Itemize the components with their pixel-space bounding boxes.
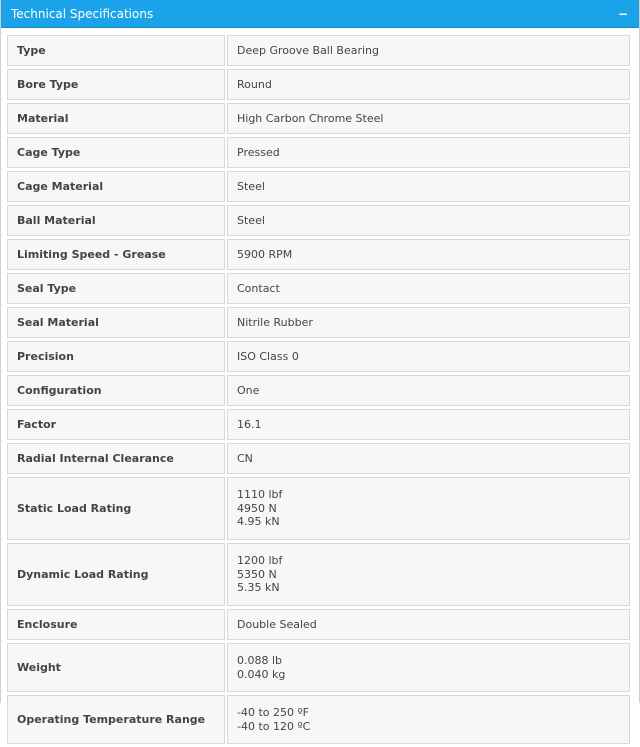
spec-row [7,103,630,134]
spec-value-line: One [237,383,260,397]
spec-row [7,137,630,168]
spec-value [227,205,630,236]
spec-label: Precision [7,341,225,372]
spec-value-line: Pressed [237,145,280,159]
spec-value [227,609,630,640]
spec-value-line: 1110 lbf [237,488,283,502]
spec-row [7,443,630,474]
spec-row [7,239,630,270]
spec-value-line: 4.95 kN [237,515,280,529]
panel-header[interactable] [1,0,639,28]
panel-title: Technical Specifications [11,6,154,21]
spec-label: Seal Material [7,307,225,338]
spec-value [227,103,630,134]
spec-value [227,307,630,338]
spec-value [227,543,630,606]
spec-value-line: 4950 N [237,501,277,515]
spec-value-line: 5900 RPM [237,247,293,261]
spec-value-line: 1200 lbf [237,554,283,568]
spec-value-line: 5.35 kN [237,581,280,595]
spec-value-line: Round [237,77,272,91]
spec-value-line: ISO Class 0 [237,349,299,363]
spec-row [7,171,630,202]
spec-row [7,409,630,440]
spec-value [227,69,630,100]
spec-value-line: 5350 N [237,567,277,581]
spec-value [227,375,630,406]
spec-label: Radial Internal Clearance [7,443,225,474]
spec-label: Dynamic Load Rating [7,543,225,606]
spec-value [227,409,630,440]
spec-value-line: -40 to 250 ºF [237,706,310,719]
collapse-icon[interactable]: − [617,6,629,21]
spec-label: Limiting Speed - Grease [7,239,225,270]
spec-value-line: Nitrile Rubber [237,315,313,329]
spec-value-line: Deep Groove Ball Bearing [237,43,380,57]
spec-value [227,239,630,270]
spec-value-line: 16.1 [237,417,262,431]
spec-row [7,307,630,338]
spec-value [227,137,630,168]
spec-label: Bore Type [7,69,225,100]
spec-value-line: Double Sealed [237,617,317,631]
spec-row [7,69,630,100]
spec-row [7,643,630,692]
spec-row [7,695,630,744]
spec-label: Weight [7,643,225,692]
spec-value-line: -40 to 120 ºC [237,719,311,733]
spec-value [227,273,630,304]
spec-value-line: High Carbon Chrome Steel [237,111,384,125]
spec-row [7,35,630,66]
spec-value-line: Contact [237,281,280,295]
spec-label: Material [7,103,225,134]
spec-value [227,171,630,202]
spec-label: Ball Material [7,205,225,236]
spec-row [7,543,630,606]
spec-row [7,205,630,236]
spec-value-line: 0.040 kg [237,667,286,681]
spec-label: Type [7,35,225,66]
spec-label: Configuration [7,375,225,406]
spec-value-line: Steel [237,179,265,193]
spec-value [227,695,630,744]
spec-row [7,477,630,540]
spec-value-line: 0.088 lb [237,654,283,667]
spec-label: Static Load Rating [7,477,225,540]
spec-value-line: CN [237,451,253,465]
spec-label: Seal Type [7,273,225,304]
spec-value [227,643,630,692]
spec-value [227,443,630,474]
spec-row [7,609,630,640]
spec-label: Enclosure [7,609,225,640]
spec-value [227,341,630,372]
spec-row [7,273,630,304]
spec-value-line: Steel [237,213,265,227]
spec-value [227,35,630,66]
spec-table-wrapper [1,28,639,747]
spec-table [5,32,632,747]
spec-label: Cage Material [7,171,225,202]
spec-row [7,341,630,372]
spec-value [227,477,630,540]
spec-label: Cage Type [7,137,225,168]
spec-label: Factor [7,409,225,440]
spec-label: Operating Temperature Range [7,695,225,744]
spec-row [7,375,630,406]
